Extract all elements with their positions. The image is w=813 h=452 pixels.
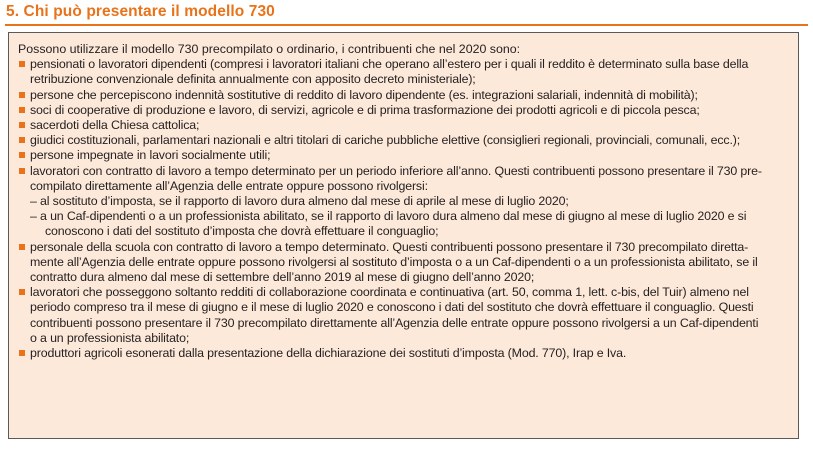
sub-item-line: – a un Caf-dipendenti o a un professionista abilitato, se il rapporto di lavoro dura almeno dal mese di giugno al mese di luglio 2020 e si [30,209,747,224]
square-bullet-icon [19,289,25,295]
list-item-line: persone impegnate in lavori socialmente utili; [30,148,271,163]
list-item [9,118,798,133]
sub-item-line: – al sostituto d’imposta, se il rapporto di lavoro dura almeno dal mese di aprile al mese di luglio 2020; [30,194,569,209]
list-item-line: compilato direttamente all’Agenzia delle entrate oppure possono rivolgersi: [30,178,428,193]
list-item [9,103,798,118]
square-bullet-icon [19,350,25,356]
section-title: 5. Chi può presentare il modello 730 [6,3,275,20]
list-item-line: soci di cooperative di produzione e lavoro, di servizi, agricole e di prima trasformazione dei prodotti agricoli e di piccola pesca; [30,102,700,117]
list-item-line: periodo compreso tra il mese di giugno e il mese di luglio 2020 e conoscono i dati del sostituto che dovrà effettuare il conguaglio. Questi [30,300,754,315]
contributor-list [9,57,798,194]
square-bullet-icon [19,137,25,143]
list-item-line: produttori agricoli esonerati dalla presentazione della dichiarazione dei sostituti d’imposta (Mod. 770), Irap e Iva. [30,346,627,361]
list-item [9,148,798,163]
list-item-line: pensionati o lavoratori dipendenti (compresi i lavoratori italiani che operano all’estero per i quali il reddito è determinato sulla base della [30,57,749,72]
list-item-line: mente all’Agenzia delle entrate oppure possono rivolgersi al sostituto d’imposta o a un Caf-dipendenti o a un professionista abilitato, se il [30,254,758,269]
square-bullet-icon [19,168,25,174]
list-item-line: retribuzione convenzionale definita annualmente con apposito decreto ministeriale); [30,72,476,87]
list-item [9,346,798,361]
title-underline [5,24,808,26]
list-item-line: personale della scuola con contratto di lavoro a tempo determinato. Questi contribuenti possono presentare il 730 precompilato diretta- [30,239,749,254]
list-item [9,133,798,148]
list-item [9,240,798,286]
square-bullet-icon [19,122,25,128]
list-item-line: sacerdoti della Chiesa cattolica; [30,118,200,133]
square-bullet-icon [19,152,25,158]
list-item-line: lavoratori con contratto di lavoro a tempo determinato per un periodo inferiore all’anno. Questi contribuenti possono presentare il 730 pre- [30,163,762,178]
list-item-line: contribuenti possono presentare il 730 precompilato direttamente all’Agenzia delle entrate oppure possono rivolgersi a un Caf-dipendenti [30,315,759,330]
list-item-line: o a un professionista abilitato; [30,330,190,345]
intro-text: Possono utilizzare il modello 730 precompilato o ordinario, i contribuenti che nel 2020 sono: [18,42,521,56]
contributor-list-continued [9,240,798,362]
list-item [9,164,798,194]
square-bullet-icon [19,244,25,250]
list-item [9,285,798,346]
square-bullet-icon [19,61,25,67]
info-box [8,32,799,439]
sub-list-item [9,194,798,209]
sub-item-line: conoscono i dati del sostituto d’imposta che dovrà effettuare il conguaglio; [45,224,439,239]
list-item [9,88,798,103]
square-bullet-icon [19,92,25,98]
list-item-line: contratto dura almeno dal mese di settembre dell’anno 2019 al mese di giugno dell’anno 2020; [30,270,535,285]
list-item-line: lavoratori che posseggono soltanto redditi di collaborazione coordinata e continuativa (art. 50, comma 1, lett. c-bis, del Tuir) almeno nel [30,285,749,300]
list-item-line: giudici costituzionali, parlamentari nazionali e altri titolari di cariche pubbliche elettive (consiglieri regionali, provinciali, comunali, ecc.); [30,133,741,148]
square-bullet-icon [19,107,25,113]
sub-list-item [9,209,798,239]
list-item [9,57,798,87]
list-item-line: persone che percepiscono indennità sostitutive di reddito di lavoro dipendente (es. integrazioni salariali, indennità di mobilità); [30,87,698,102]
